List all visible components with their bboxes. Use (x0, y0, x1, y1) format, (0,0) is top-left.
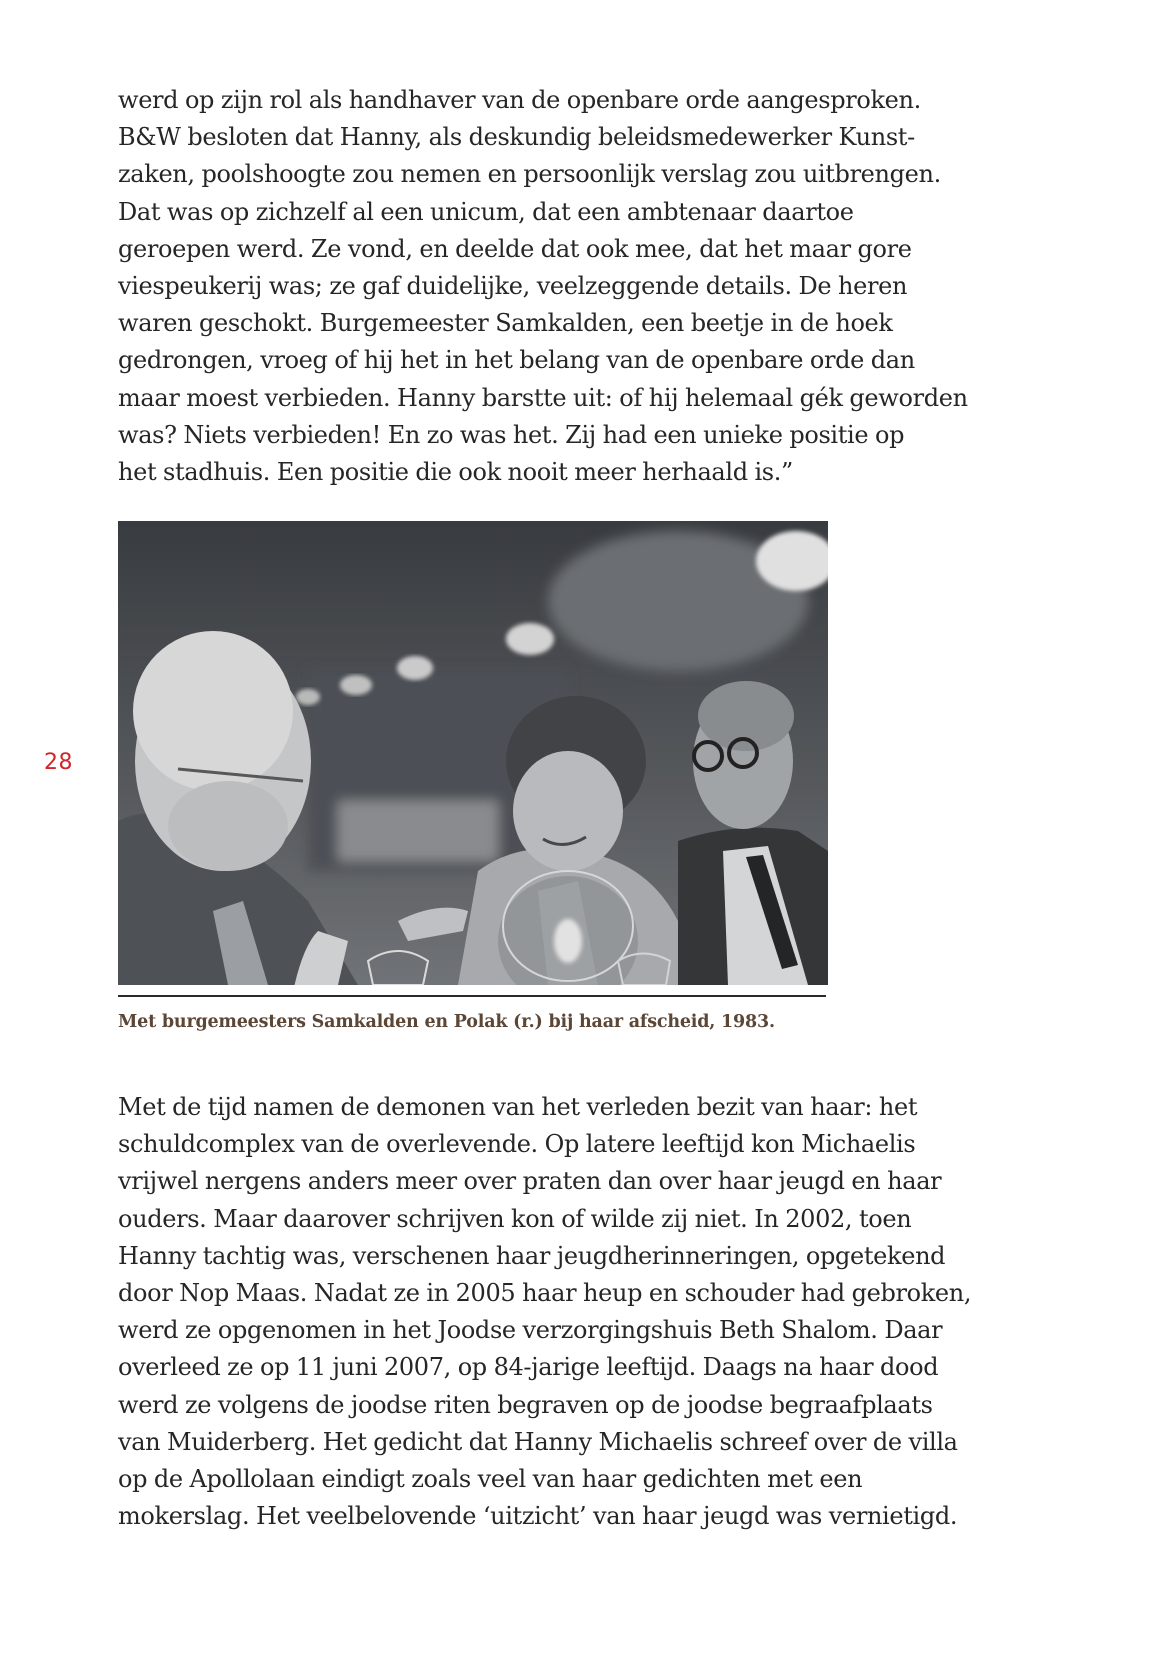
text-line: maar moest verbieden. Hanny barstte uit: of hij helemaal gék geworden (118, 383, 968, 412)
paragraph-bottom (118, 1089, 1018, 1535)
text-line: waren geschokt. Burgemeester Samkalden, een beetje in de hoek (118, 309, 893, 338)
text-line: het stadhuis. Een positie die ook nooit meer herhaald is.” (118, 458, 793, 487)
text-line: werd ze opgenomen in het Joodse verzorgingshuis Beth Shalom. Daar (118, 1316, 943, 1345)
text-line: geroepen werd. Ze vond, en deelde dat ook mee, dat het maar gore (118, 234, 912, 263)
text-line: werd op zijn rol als handhaver van de openbare orde aangesproken. (118, 86, 921, 114)
text-line: door Nop Maas. Nadat ze in 2005 haar heup en schouder had gebroken, (118, 1279, 972, 1308)
text-line: B&W besloten dat Hanny, als deskundig beleidsmedewerker Kunst- (118, 123, 915, 152)
text-line: ouders. Maar daarover schrijven kon of wilde zij niet. In 2002, toen (118, 1204, 912, 1233)
caption-rule (118, 995, 826, 997)
text-line: werd ze volgens de joodse riten begraven op de joodse begraafplaats (118, 1390, 933, 1419)
text-line: Hanny tachtig was, verschenen haar jeugdherinneringen, opgetekend (118, 1241, 946, 1270)
text-line: schuldcomplex van de overlevende. Op latere leeftijd kon Michaelis (118, 1130, 916, 1159)
photo-caption: Met burgemeesters Samkalden en Polak (r.) bij haar afscheid, 1983. (118, 1012, 775, 1032)
page-number: 28 (44, 750, 73, 775)
text-line: was? Niets verbieden! En zo was het. Zij had een unieke positie op (118, 420, 905, 449)
paragraph-top (118, 82, 1018, 491)
text-line: vrijwel nergens anders meer over praten dan over haar jeugd en haar (118, 1167, 942, 1196)
text-line: viespeukerij was; ze gaf duidelijke, veelzeggende details. De heren (118, 272, 908, 301)
photo-illustration (118, 521, 828, 985)
text-line: van Muiderberg. Het gedicht dat Hanny Michaelis schreef over de villa (118, 1427, 958, 1456)
text-line: zaken, poolshoogte zou nemen en persoonlijk verslag zou uitbrengen. (118, 160, 941, 189)
text-line: Dat was op zichzelf al een unicum, dat een ambtenaar daartoe (118, 197, 854, 226)
text-line: overleed ze op 11 juni 2007, op 84-jarige leeftijd. Daags na haar dood (118, 1353, 939, 1382)
text-line: Met de tijd namen de demonen van het verleden bezit van haar: het (118, 1093, 918, 1121)
text-line: gedrongen, vroeg of hij het in het belang van de openbare orde dan (118, 346, 915, 375)
text-line: mokerslag. Het veelbelovende ‘uitzicht’ van haar jeugd was vernietigd. (118, 1502, 958, 1531)
text-line: op de Apollolaan eindigt zoals veel van haar gedichten met een (118, 1465, 863, 1494)
photo (118, 521, 828, 985)
